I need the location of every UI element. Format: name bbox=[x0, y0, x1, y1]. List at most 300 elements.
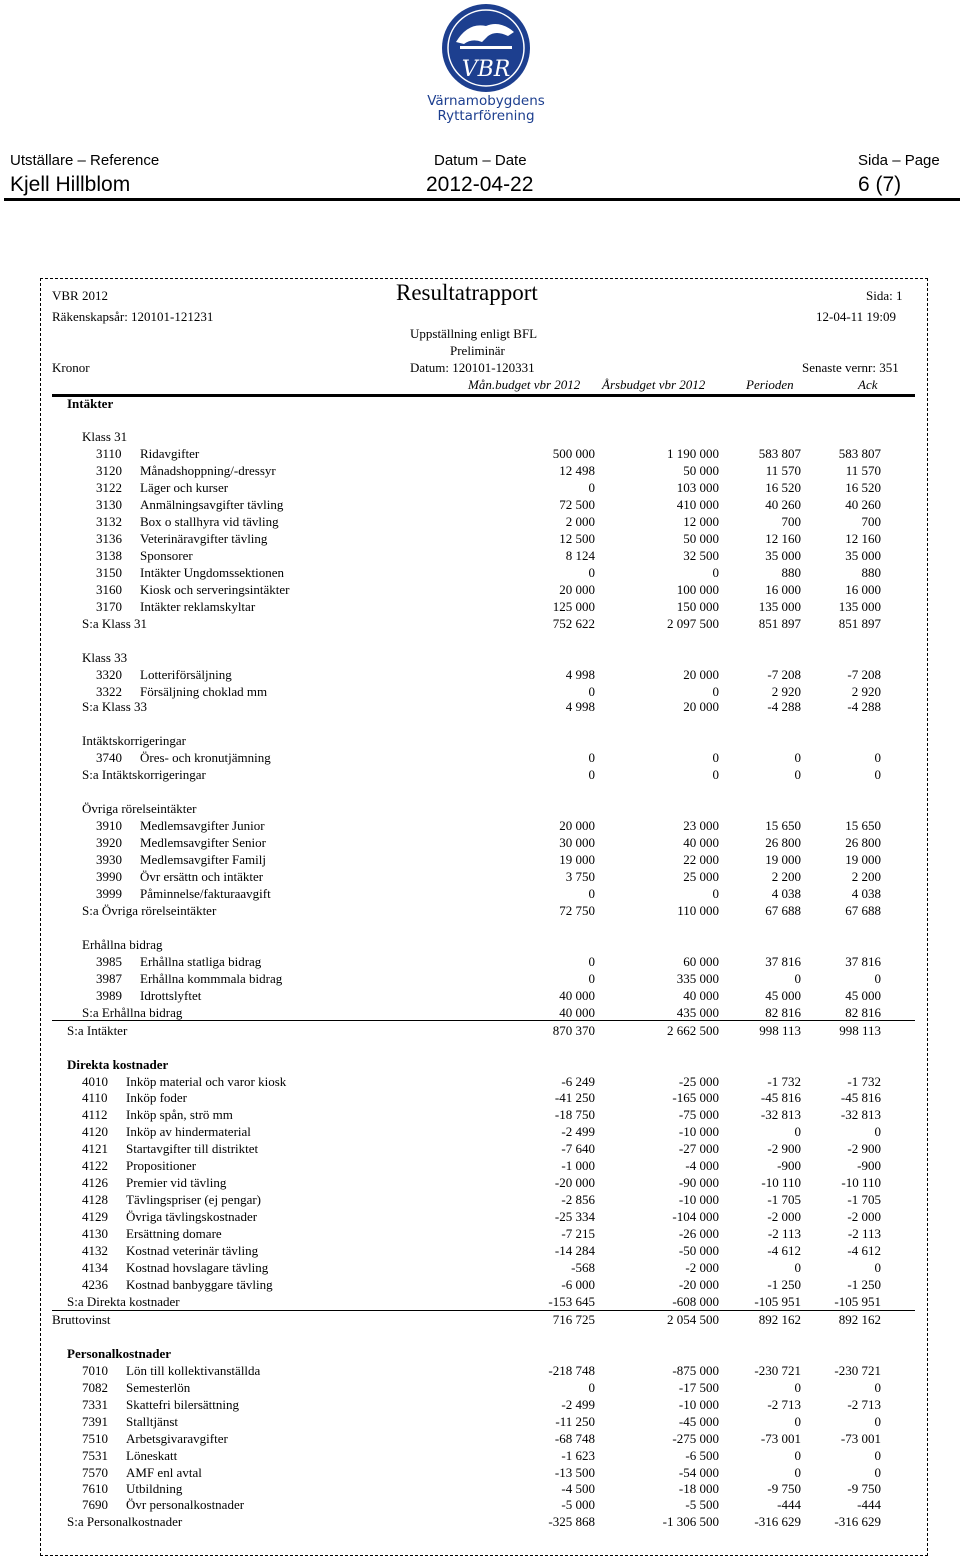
account-name: Idrottslyftet bbox=[140, 988, 202, 1003]
account-name: Övr personalkostnader bbox=[126, 1497, 245, 1512]
year-budget-value: -50 000 bbox=[678, 1243, 719, 1258]
account-row bbox=[0, 1277, 960, 1294]
ack-value: 0 bbox=[874, 971, 881, 986]
account-row bbox=[0, 1397, 960, 1414]
group-heading bbox=[0, 429, 960, 446]
period-value: 11 570 bbox=[765, 463, 801, 478]
col-header-ack: Ack bbox=[858, 377, 878, 392]
ack-value: 892 162 bbox=[838, 1312, 881, 1327]
svg-text:VBR: VBR bbox=[461, 57, 511, 82]
reference-value: Kjell Hillblom bbox=[10, 173, 131, 196]
ack-value: 0 bbox=[874, 1448, 881, 1463]
account-name: Öres- och kronutjämning bbox=[140, 750, 271, 765]
account-code: 3132 bbox=[96, 514, 122, 529]
month-budget-value: 40 000 bbox=[559, 988, 595, 1003]
year-budget-value: -75 000 bbox=[678, 1107, 719, 1122]
period-value: -2 000 bbox=[767, 1209, 801, 1224]
ack-value: 2 920 bbox=[851, 684, 881, 699]
account-name: Övr ersättn och intäkter bbox=[140, 869, 264, 884]
account-row bbox=[0, 1243, 960, 1260]
row-label: S:a Intäktskorrigeringar bbox=[82, 767, 206, 782]
year-budget-value: 25 000 bbox=[683, 869, 719, 884]
result-row bbox=[0, 1312, 960, 1329]
ack-value: -2 900 bbox=[847, 1141, 881, 1156]
account-row bbox=[0, 480, 960, 497]
account-code: 3138 bbox=[96, 548, 122, 563]
account-name: Premier vid tävling bbox=[126, 1175, 227, 1190]
total-row bbox=[0, 1514, 960, 1531]
period-value: -230 721 bbox=[754, 1363, 801, 1378]
year-budget-value: 50 000 bbox=[683, 531, 719, 546]
report-layout: Uppställning enligt BFL bbox=[410, 326, 538, 341]
total-rule bbox=[52, 1310, 915, 1311]
month-budget-value: -18 750 bbox=[554, 1107, 595, 1122]
month-budget-value: 4 998 bbox=[565, 699, 595, 714]
report-date-range: Datum: 120101-120331 bbox=[410, 360, 535, 375]
group-heading bbox=[0, 801, 960, 818]
ack-value: -4 612 bbox=[847, 1243, 881, 1258]
total-row bbox=[0, 1023, 960, 1040]
period-value: 0 bbox=[794, 1414, 801, 1429]
month-budget-value: 19 000 bbox=[559, 852, 595, 867]
account-row bbox=[0, 750, 960, 767]
year-budget-value: -4 000 bbox=[685, 1158, 719, 1173]
subtotal-row bbox=[0, 903, 960, 920]
account-name: Utbildning bbox=[126, 1481, 183, 1496]
account-code: 3989 bbox=[96, 988, 122, 1003]
account-row bbox=[0, 1414, 960, 1431]
subtotal-row bbox=[0, 699, 960, 716]
account-code: 3985 bbox=[96, 954, 122, 969]
group-heading bbox=[0, 733, 960, 750]
account-row bbox=[0, 852, 960, 869]
month-budget-value: 500 000 bbox=[552, 446, 595, 461]
account-name: Påminnelse/fakturaavgift bbox=[140, 886, 271, 901]
period-value: 35 000 bbox=[765, 548, 801, 563]
header-rule bbox=[4, 198, 960, 201]
ack-value: 16 520 bbox=[845, 480, 881, 495]
ack-value: 67 688 bbox=[845, 903, 881, 918]
account-code: 4130 bbox=[82, 1226, 108, 1241]
ack-value: 998 113 bbox=[839, 1023, 881, 1038]
account-code: 3920 bbox=[96, 835, 122, 850]
account-code: 7391 bbox=[82, 1414, 108, 1429]
period-value: 67 688 bbox=[765, 903, 801, 918]
logo-name-line2: Ryttarförening bbox=[437, 108, 535, 124]
account-row bbox=[0, 1497, 960, 1514]
ack-value: -2 000 bbox=[847, 1209, 881, 1224]
account-name: Månadshoppning/-dressyr bbox=[140, 463, 276, 478]
ack-value: -230 721 bbox=[834, 1363, 881, 1378]
account-row bbox=[0, 599, 960, 616]
account-code: 7610 bbox=[82, 1481, 108, 1496]
total-row bbox=[0, 1294, 960, 1311]
year-budget-value: -104 000 bbox=[672, 1209, 719, 1224]
ack-value: 82 816 bbox=[845, 1005, 881, 1020]
account-row bbox=[0, 514, 960, 531]
month-budget-value: -68 748 bbox=[554, 1431, 595, 1446]
account-code: 4128 bbox=[82, 1192, 108, 1207]
account-row bbox=[0, 1175, 960, 1192]
year-budget-value: 410 000 bbox=[676, 497, 719, 512]
year-budget-value: 0 bbox=[712, 886, 719, 901]
date-label: Datum – Date bbox=[434, 152, 527, 169]
ack-value: -316 629 bbox=[834, 1514, 881, 1529]
month-budget-value: 20 000 bbox=[559, 582, 595, 597]
period-value: 135 000 bbox=[758, 599, 801, 614]
account-name: Propositioner bbox=[126, 1158, 197, 1173]
month-budget-value: 0 bbox=[588, 480, 595, 495]
account-row bbox=[0, 1107, 960, 1124]
account-name: Medlemsavgifter Senior bbox=[140, 835, 266, 850]
year-budget-value: -90 000 bbox=[678, 1175, 719, 1190]
section-heading bbox=[0, 1346, 960, 1363]
year-budget-value: 40 000 bbox=[683, 988, 719, 1003]
month-budget-value: 40 000 bbox=[559, 1005, 595, 1020]
month-budget-value: 0 bbox=[588, 684, 595, 699]
group-heading bbox=[0, 650, 960, 667]
ack-value: 12 160 bbox=[845, 531, 881, 546]
period-value: 851 897 bbox=[758, 616, 801, 631]
ack-value: -2 713 bbox=[847, 1397, 881, 1412]
account-row bbox=[0, 548, 960, 565]
account-code: 3740 bbox=[96, 750, 122, 765]
date-value: 2012-04-22 bbox=[426, 173, 534, 196]
account-row bbox=[0, 446, 960, 463]
period-value: -10 110 bbox=[761, 1175, 801, 1190]
month-budget-value: 3 750 bbox=[565, 869, 595, 884]
year-budget-value: -20 000 bbox=[678, 1277, 719, 1292]
period-value: -316 629 bbox=[754, 1514, 801, 1529]
account-row bbox=[0, 582, 960, 599]
report-last-ver: Senaste vernr: 351 bbox=[802, 360, 899, 375]
year-budget-value: -275 000 bbox=[672, 1431, 719, 1446]
report-printed: 12-04-11 19:09 bbox=[816, 309, 897, 324]
row-label: Personalkostnader bbox=[67, 1346, 171, 1361]
account-row bbox=[0, 1209, 960, 1226]
account-name: Försäljning choklad mm bbox=[140, 684, 268, 699]
ack-value: -7 208 bbox=[847, 667, 881, 682]
account-code: 7331 bbox=[82, 1397, 108, 1412]
account-name: Arbetsgivaravgifter bbox=[126, 1431, 228, 1446]
ack-value: 45 000 bbox=[845, 988, 881, 1003]
account-code: 3999 bbox=[96, 886, 122, 901]
account-row bbox=[0, 886, 960, 903]
period-value: 0 bbox=[794, 1448, 801, 1463]
period-value: 0 bbox=[794, 1465, 801, 1480]
account-name: Medlemsavgifter Junior bbox=[140, 818, 265, 833]
club-logo bbox=[426, 2, 546, 126]
account-code: 3122 bbox=[96, 480, 122, 495]
period-value: 998 113 bbox=[759, 1023, 801, 1038]
account-row bbox=[0, 988, 960, 1005]
account-name: Kiosk och serveringsintäkter bbox=[140, 582, 290, 597]
account-code: 4121 bbox=[82, 1141, 108, 1156]
ack-value: 2 200 bbox=[851, 869, 881, 884]
month-budget-value: 72 750 bbox=[559, 903, 595, 918]
month-budget-value: 0 bbox=[588, 1380, 595, 1395]
account-name: Box o stallhyra vid tävling bbox=[140, 514, 279, 529]
account-name: Kostnad veterinär tävling bbox=[126, 1243, 259, 1258]
year-budget-value: 12 000 bbox=[683, 514, 719, 529]
year-budget-value: 0 bbox=[712, 684, 719, 699]
report-fiscal-year: Räkenskapsår: 120101-121231 bbox=[52, 309, 214, 324]
account-row bbox=[0, 818, 960, 835]
account-code: 4129 bbox=[82, 1209, 108, 1224]
row-label: S:a Personalkostnader bbox=[67, 1514, 183, 1529]
period-value: 82 816 bbox=[765, 1005, 801, 1020]
ack-value: -1 732 bbox=[847, 1074, 881, 1089]
ack-value: 40 260 bbox=[845, 497, 881, 512]
year-budget-value: -608 000 bbox=[672, 1294, 719, 1309]
month-budget-value: 30 000 bbox=[559, 835, 595, 850]
col-header-period: Perioden bbox=[746, 377, 794, 392]
period-value: 16 000 bbox=[765, 582, 801, 597]
ack-value: -32 813 bbox=[840, 1107, 881, 1122]
account-code: 7690 bbox=[82, 1497, 108, 1512]
year-budget-value: 100 000 bbox=[676, 582, 719, 597]
year-budget-value: 50 000 bbox=[683, 463, 719, 478]
month-budget-value: 870 370 bbox=[552, 1023, 595, 1038]
period-value: -1 732 bbox=[767, 1074, 801, 1089]
month-budget-value: -568 bbox=[571, 1260, 595, 1275]
month-budget-value: -7 640 bbox=[561, 1141, 595, 1156]
year-budget-value: -875 000 bbox=[672, 1363, 719, 1378]
year-budget-value: -18 000 bbox=[678, 1481, 719, 1496]
month-budget-value: 12 500 bbox=[559, 531, 595, 546]
row-label: S:a Erhållna bidrag bbox=[82, 1005, 183, 1020]
row-label: Klass 31 bbox=[82, 429, 128, 444]
account-row bbox=[0, 1380, 960, 1397]
account-code: 4112 bbox=[82, 1107, 108, 1122]
account-name: Övriga tävlingskostnader bbox=[126, 1209, 258, 1224]
year-budget-value: 2 662 500 bbox=[667, 1023, 719, 1038]
period-value: -7 208 bbox=[767, 667, 801, 682]
month-budget-value: 125 000 bbox=[552, 599, 595, 614]
month-budget-value: -325 868 bbox=[548, 1514, 595, 1529]
account-name: Skattefri bilersättning bbox=[126, 1397, 240, 1412]
month-budget-value: -2 856 bbox=[561, 1192, 595, 1207]
account-code: 7570 bbox=[82, 1465, 108, 1480]
account-name: AMF enl avtal bbox=[126, 1465, 202, 1480]
ack-value: 0 bbox=[874, 1260, 881, 1275]
period-value: 700 bbox=[781, 514, 801, 529]
period-value: -105 951 bbox=[754, 1294, 801, 1309]
account-row bbox=[0, 565, 960, 582]
month-budget-value: 20 000 bbox=[559, 818, 595, 833]
account-row bbox=[0, 667, 960, 684]
account-name: Inköp material och varor kiosk bbox=[126, 1074, 287, 1089]
ack-value: -73 001 bbox=[840, 1431, 881, 1446]
ack-value: 11 570 bbox=[845, 463, 881, 478]
month-budget-value: 72 500 bbox=[559, 497, 595, 512]
ack-value: 0 bbox=[874, 1380, 881, 1395]
year-budget-value: 150 000 bbox=[676, 599, 719, 614]
col-header-month-budget: Mån.budget vbr 2012 bbox=[468, 377, 581, 392]
period-value: 0 bbox=[794, 1260, 801, 1275]
month-budget-value: -218 748 bbox=[548, 1363, 595, 1378]
month-budget-value: -25 334 bbox=[554, 1209, 595, 1224]
account-code: 7010 bbox=[82, 1363, 108, 1378]
period-value: -1 250 bbox=[767, 1277, 801, 1292]
year-budget-value: 2 054 500 bbox=[667, 1312, 719, 1327]
ack-value: 35 000 bbox=[845, 548, 881, 563]
account-name: Semesterlön bbox=[126, 1380, 191, 1395]
account-name: Veterinäravgifter tävling bbox=[140, 531, 268, 546]
period-value: 15 650 bbox=[765, 818, 801, 833]
account-row bbox=[0, 463, 960, 480]
account-name: Stalltjänst bbox=[126, 1414, 178, 1429]
period-value: 4 038 bbox=[771, 886, 801, 901]
subtotal-row bbox=[0, 616, 960, 633]
account-code: 3130 bbox=[96, 497, 122, 512]
logo-name-line1: Värnamobygdens bbox=[427, 93, 545, 109]
month-budget-value: -6 000 bbox=[561, 1277, 595, 1292]
ack-value: 0 bbox=[874, 1414, 881, 1429]
year-budget-value: 435 000 bbox=[676, 1005, 719, 1020]
account-row bbox=[0, 497, 960, 514]
period-value: 0 bbox=[794, 971, 801, 986]
ack-value: 0 bbox=[874, 1124, 881, 1139]
account-row bbox=[0, 531, 960, 548]
page-value: 6 (7) bbox=[858, 173, 902, 196]
ack-value: 0 bbox=[874, 767, 881, 782]
year-budget-value: -165 000 bbox=[672, 1090, 719, 1105]
account-code: 4236 bbox=[82, 1277, 108, 1292]
ack-value: 26 800 bbox=[845, 835, 881, 850]
month-budget-value: 4 998 bbox=[565, 667, 595, 682]
account-code: 3987 bbox=[96, 971, 122, 986]
account-name: Lotteriförsäljning bbox=[140, 667, 232, 682]
year-budget-value: 40 000 bbox=[683, 835, 719, 850]
account-name: Anmälningsavgifter tävling bbox=[140, 497, 284, 512]
account-row bbox=[0, 971, 960, 988]
month-budget-value: 8 124 bbox=[565, 548, 595, 563]
account-row bbox=[0, 1090, 960, 1107]
account-name: Kostnad hovslagare tävling bbox=[126, 1260, 269, 1275]
year-budget-value: 335 000 bbox=[676, 971, 719, 986]
period-value: 892 162 bbox=[758, 1312, 801, 1327]
month-budget-value: -11 250 bbox=[555, 1414, 595, 1429]
month-budget-value: -20 000 bbox=[554, 1175, 595, 1190]
year-budget-value: 0 bbox=[712, 565, 719, 580]
month-budget-value: 0 bbox=[588, 565, 595, 580]
account-name: Lön till kollektivanställda bbox=[126, 1363, 261, 1378]
account-code: 3322 bbox=[96, 684, 122, 699]
month-budget-value: 0 bbox=[588, 750, 595, 765]
year-budget-value: 20 000 bbox=[683, 699, 719, 714]
month-budget-value: 752 622 bbox=[552, 616, 595, 631]
period-value: -9 750 bbox=[767, 1481, 801, 1496]
year-budget-value: 0 bbox=[712, 767, 719, 782]
year-budget-value: -25 000 bbox=[678, 1074, 719, 1089]
period-value: -32 813 bbox=[760, 1107, 801, 1122]
period-value: 0 bbox=[794, 750, 801, 765]
ack-value: 700 bbox=[861, 514, 881, 529]
ack-value: 19 000 bbox=[845, 852, 881, 867]
year-budget-value: 60 000 bbox=[683, 954, 719, 969]
ack-value: -10 110 bbox=[841, 1175, 881, 1190]
year-budget-value: -2 000 bbox=[685, 1260, 719, 1275]
club-emblem-icon bbox=[438, 2, 534, 94]
account-name: Kostnad banbyggare tävling bbox=[126, 1277, 273, 1292]
account-name: Ridavgifter bbox=[140, 446, 200, 461]
year-budget-value: 20 000 bbox=[683, 667, 719, 682]
account-code: 3990 bbox=[96, 869, 122, 884]
month-budget-value: -6 249 bbox=[561, 1074, 595, 1089]
account-name: Läger och kurser bbox=[140, 480, 229, 495]
year-budget-value: 22 000 bbox=[683, 852, 719, 867]
account-code: 3170 bbox=[96, 599, 122, 614]
row-label: Erhållna bidrag bbox=[82, 937, 163, 952]
account-row bbox=[0, 1141, 960, 1158]
period-value: -444 bbox=[777, 1497, 801, 1512]
account-code: 4010 bbox=[82, 1074, 108, 1089]
period-value: 880 bbox=[781, 565, 801, 580]
year-budget-value: -5 500 bbox=[685, 1497, 719, 1512]
account-row bbox=[0, 1074, 960, 1091]
month-budget-value: 0 bbox=[588, 886, 595, 901]
row-label: Intäktskorrigeringar bbox=[82, 733, 186, 748]
month-budget-value: -7 215 bbox=[561, 1226, 595, 1241]
year-budget-value: -6 500 bbox=[685, 1448, 719, 1463]
ack-value: -900 bbox=[857, 1158, 881, 1173]
period-value: 12 160 bbox=[765, 531, 801, 546]
period-value: 26 800 bbox=[765, 835, 801, 850]
ack-value: 16 000 bbox=[845, 582, 881, 597]
month-budget-value: -4 500 bbox=[561, 1481, 595, 1496]
ack-value: 851 897 bbox=[838, 616, 881, 631]
account-code: 7510 bbox=[82, 1431, 108, 1446]
account-row bbox=[0, 1124, 960, 1141]
period-value: -45 816 bbox=[760, 1090, 801, 1105]
month-budget-value: 0 bbox=[588, 767, 595, 782]
group-heading bbox=[0, 937, 960, 954]
account-row bbox=[0, 954, 960, 971]
month-budget-value: 716 725 bbox=[552, 1312, 595, 1327]
period-value: -4 612 bbox=[767, 1243, 801, 1258]
year-budget-value: -54 000 bbox=[678, 1465, 719, 1480]
period-value: 37 816 bbox=[765, 954, 801, 969]
account-code: 3320 bbox=[96, 667, 122, 682]
account-code: 4110 bbox=[82, 1090, 108, 1105]
month-budget-value: -13 500 bbox=[554, 1465, 595, 1480]
month-budget-value: -41 250 bbox=[554, 1090, 595, 1105]
ack-value: 0 bbox=[874, 1465, 881, 1480]
year-budget-value: -17 500 bbox=[678, 1380, 719, 1395]
col-header-year-budget: Årsbudget vbr 2012 bbox=[602, 377, 706, 392]
period-value: 0 bbox=[794, 1124, 801, 1139]
account-row bbox=[0, 1448, 960, 1465]
account-code: 3910 bbox=[96, 818, 122, 833]
account-name: Startavgifter till distriktet bbox=[126, 1141, 259, 1156]
month-budget-value: -1 000 bbox=[561, 1158, 595, 1173]
account-code: 4134 bbox=[82, 1260, 108, 1275]
period-value: 40 260 bbox=[765, 497, 801, 512]
report-title: Resultatrapport bbox=[396, 280, 538, 305]
row-label: Direkta kostnader bbox=[67, 1057, 169, 1072]
year-budget-value: 2 097 500 bbox=[667, 616, 719, 631]
month-budget-value: 0 bbox=[588, 954, 595, 969]
period-value: 0 bbox=[794, 767, 801, 782]
year-budget-value: -10 000 bbox=[678, 1397, 719, 1412]
reference-label: Utställare – Reference bbox=[10, 152, 160, 169]
ack-value: -1 705 bbox=[847, 1192, 881, 1207]
month-budget-value: -14 284 bbox=[554, 1243, 595, 1258]
account-row bbox=[0, 1465, 960, 1482]
row-label: S:a Klass 33 bbox=[82, 699, 147, 714]
row-label: Intäkter bbox=[67, 396, 114, 411]
